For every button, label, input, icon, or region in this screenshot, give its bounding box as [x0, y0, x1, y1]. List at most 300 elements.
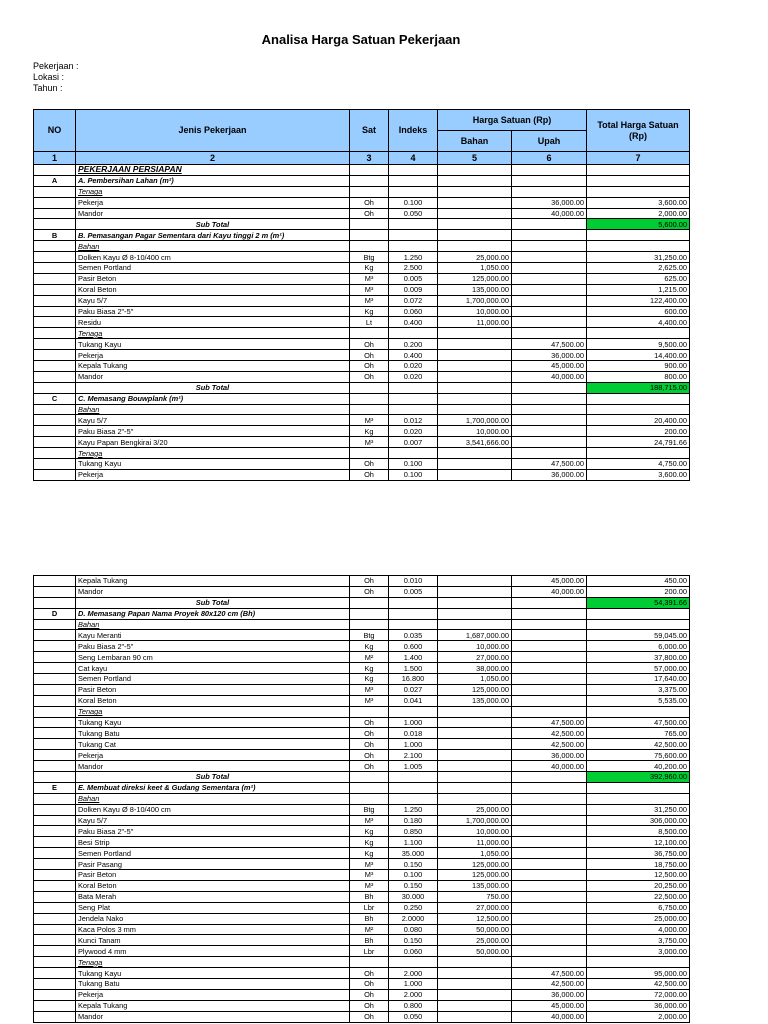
cell-bahan: 27,000.00: [438, 902, 512, 913]
cell-sat: Oh: [350, 761, 389, 772]
cell-sat: Lt: [350, 317, 389, 328]
cell-sat: [350, 957, 389, 968]
cell-indeks: 0.012: [389, 415, 438, 426]
cell-sat: Oh: [350, 469, 389, 480]
cell-sat: [350, 448, 389, 459]
table-row: [34, 586, 690, 597]
cell-sat: Oh: [350, 208, 389, 219]
cell-bahan: [438, 739, 512, 750]
cell-bahan: 50,000.00: [438, 946, 512, 957]
cell-indeks: 0.060: [389, 306, 438, 317]
cell-bahan: 25,000.00: [438, 935, 512, 946]
cell-sat: M³: [350, 870, 389, 881]
table-row: [34, 273, 690, 284]
cell-no: [34, 706, 76, 717]
cell-no: [34, 295, 76, 306]
cell-total: 188,715.00: [587, 382, 690, 393]
cell-indeks: 0.007: [389, 437, 438, 448]
cell-bahan: 1,700,000.00: [438, 295, 512, 306]
cell-total: 36,750.00: [587, 848, 690, 859]
cell-no: [34, 328, 76, 339]
cell-no: [34, 913, 76, 924]
table-row: [34, 924, 690, 935]
cell-bahan: [438, 241, 512, 252]
cell-indeks: [389, 706, 438, 717]
cell-indeks: 0.200: [389, 339, 438, 350]
cell-total: [587, 241, 690, 252]
cell-upah: [512, 913, 587, 924]
table-row: [34, 404, 690, 415]
cell-bahan: 135,000.00: [438, 284, 512, 295]
table-row: [34, 870, 690, 881]
cell-jenis: Dolken Kayu Ø 8-10/400 cm: [76, 804, 350, 815]
table-row: [34, 641, 690, 652]
cell-no: [34, 382, 76, 393]
cell-upah: 40,000.00: [512, 761, 587, 772]
cell-jenis: Kayu 5/7: [76, 415, 350, 426]
table-row: [34, 652, 690, 663]
table-row: [34, 815, 690, 826]
table-row: [34, 989, 690, 1000]
table-row: [34, 630, 690, 641]
table-row: [34, 804, 690, 815]
cell-jenis: Kayu Meranti: [76, 630, 350, 641]
cell-total: 95,000.00: [587, 968, 690, 979]
table-row: [34, 663, 690, 674]
cell-sat: Oh: [350, 968, 389, 979]
cell-no: [34, 252, 76, 263]
cell-bahan: 25,000.00: [438, 804, 512, 815]
cell-jenis: Mandor: [76, 586, 350, 597]
cell-total: 2,625.00: [587, 263, 690, 274]
cell-bahan: 125,000.00: [438, 684, 512, 695]
cell-jenis: Tukang Kayu: [76, 968, 350, 979]
cell-upah: 36,000.00: [512, 350, 587, 361]
cell-sat: [350, 793, 389, 804]
cell-indeks: 0.150: [389, 935, 438, 946]
table-row: [34, 761, 690, 772]
cell-bahan: [438, 772, 512, 783]
cell-no: [34, 165, 76, 176]
table-row: [34, 946, 690, 957]
cell-total: 31,250.00: [587, 252, 690, 263]
cell-indeks: [389, 448, 438, 459]
cell-no: [34, 415, 76, 426]
column-number: 3: [350, 152, 389, 165]
cell-no: [34, 870, 76, 881]
cell-upah: [512, 793, 587, 804]
table-row: [34, 382, 690, 393]
cell-indeks: [389, 782, 438, 793]
cell-no: [34, 652, 76, 663]
cell-jenis: E. Membuat direksi keet & Gudang Sementara (m²): [76, 782, 350, 793]
cell-sat: Kg: [350, 674, 389, 685]
cell-jenis: Pekerja: [76, 197, 350, 208]
cell-total: 2,000.00: [587, 208, 690, 219]
cell-jenis: Semen Portland: [76, 674, 350, 685]
cell-jenis: Kaca Polos 3 mm: [76, 924, 350, 935]
table-row: [34, 957, 690, 968]
cell-bahan: 1,700,000.00: [438, 815, 512, 826]
cell-no: [34, 772, 76, 783]
table-row: [34, 935, 690, 946]
cell-sat: [350, 393, 389, 404]
table-row: [34, 197, 690, 208]
cell-jenis: Tukang Cat: [76, 739, 350, 750]
cell-no: [34, 837, 76, 848]
cell-no: [34, 448, 76, 459]
cell-no: [34, 619, 76, 630]
table-row: [34, 1011, 690, 1022]
cell-total: 3,375.00: [587, 684, 690, 695]
cell-total: 306,000.00: [587, 815, 690, 826]
cell-upah: [512, 597, 587, 608]
cell-no: [34, 284, 76, 295]
cell-bahan: [438, 393, 512, 404]
cell-upah: [512, 674, 587, 685]
cell-jenis: Pasir Beton: [76, 870, 350, 881]
cell-upah: [512, 273, 587, 284]
cell-bahan: [438, 978, 512, 989]
cell-bahan: 10,000.00: [438, 641, 512, 652]
cell-upah: 40,000.00: [512, 586, 587, 597]
table-row: [34, 619, 690, 630]
cell-total: [587, 404, 690, 415]
cell-upah: [512, 437, 587, 448]
cell-total: 31,250.00: [587, 804, 690, 815]
cell-total: 3,600.00: [587, 469, 690, 480]
cell-sat: [350, 175, 389, 186]
table-row: [34, 219, 690, 230]
cell-jenis: Tukang Batu: [76, 728, 350, 739]
cell-sat: Oh: [350, 978, 389, 989]
cell-no: D: [34, 608, 76, 619]
cell-indeks: [389, 957, 438, 968]
table-row: [34, 848, 690, 859]
cell-jenis: Pekerja: [76, 469, 350, 480]
cell-no: [34, 989, 76, 1000]
cell-upah: [512, 263, 587, 274]
cell-jenis: Semen Portland: [76, 263, 350, 274]
cell-sat: M²: [350, 924, 389, 935]
cell-indeks: 0.080: [389, 924, 438, 935]
header-no: NO: [34, 110, 76, 152]
table-row: [34, 437, 690, 448]
cell-indeks: [389, 393, 438, 404]
cell-no: [34, 1011, 76, 1022]
cell-bahan: [438, 750, 512, 761]
table-row: [34, 739, 690, 750]
table-row: [34, 186, 690, 197]
cell-bahan: 11,000.00: [438, 837, 512, 848]
cell-total: 25,000.00: [587, 913, 690, 924]
cell-upah: [512, 891, 587, 902]
cell-jenis: Besi Strip: [76, 837, 350, 848]
cell-sat: Btg: [350, 252, 389, 263]
cell-total: 3,750.00: [587, 935, 690, 946]
cell-sat: Kg: [350, 837, 389, 848]
cell-total: 14,400.00: [587, 350, 690, 361]
table-row: [34, 295, 690, 306]
cell-jenis: Sub Total: [76, 772, 350, 783]
cell-indeks: 1.005: [389, 761, 438, 772]
cell-indeks: 0.150: [389, 880, 438, 891]
cell-upah: [512, 935, 587, 946]
cell-total: 4,000.00: [587, 924, 690, 935]
cell-sat: Oh: [350, 1011, 389, 1022]
cell-bahan: [438, 793, 512, 804]
cell-sat: Oh: [350, 728, 389, 739]
cell-sat: [350, 597, 389, 608]
cell-total: 4,750.00: [587, 459, 690, 470]
cell-sat: Lbr: [350, 946, 389, 957]
table-row: [34, 793, 690, 804]
table-row: [34, 165, 690, 176]
cell-indeks: 1.000: [389, 739, 438, 750]
cell-no: [34, 317, 76, 328]
cell-sat: Oh: [350, 750, 389, 761]
cell-indeks: 1.250: [389, 804, 438, 815]
cell-indeks: [389, 241, 438, 252]
cell-upah: 42,500.00: [512, 739, 587, 750]
cell-sat: [350, 382, 389, 393]
cell-sat: [350, 241, 389, 252]
cell-jenis: C. Memasang Bouwplank (m¹): [76, 393, 350, 404]
cell-jenis: Dolken Kayu Ø 8-10/400 cm: [76, 252, 350, 263]
cell-upah: 36,000.00: [512, 469, 587, 480]
cell-bahan: [438, 706, 512, 717]
cell-bahan: [438, 328, 512, 339]
cell-sat: Kg: [350, 663, 389, 674]
cell-sat: Oh: [350, 197, 389, 208]
table-row: [34, 328, 690, 339]
cell-upah: [512, 415, 587, 426]
cell-sat: Oh: [350, 739, 389, 750]
cell-bahan: [438, 608, 512, 619]
cell-no: B: [34, 230, 76, 241]
cell-total: 22,500.00: [587, 891, 690, 902]
cell-bahan: 38,000.00: [438, 663, 512, 674]
cell-jenis: Kayu 5/7: [76, 815, 350, 826]
table-row: [34, 978, 690, 989]
cell-jenis: Koral Beton: [76, 284, 350, 295]
cell-upah: [512, 404, 587, 415]
cell-bahan: [438, 197, 512, 208]
cell-jenis: Kepala Tukang: [76, 576, 350, 587]
table-row: [34, 306, 690, 317]
cell-bahan: [438, 404, 512, 415]
cell-no: [34, 750, 76, 761]
cell-bahan: [438, 586, 512, 597]
cell-bahan: [438, 1000, 512, 1011]
cell-upah: [512, 448, 587, 459]
cell-indeks: 0.060: [389, 946, 438, 957]
table-row: [34, 230, 690, 241]
cell-jenis: Pasir Beton: [76, 684, 350, 695]
table-row: [34, 695, 690, 706]
cell-no: [34, 469, 76, 480]
cell-sat: Bh: [350, 935, 389, 946]
cell-upah: [512, 608, 587, 619]
cell-total: 6,750.00: [587, 902, 690, 913]
cell-bahan: [438, 717, 512, 728]
column-number: 1: [34, 152, 76, 165]
cell-jenis: Tukang Kayu: [76, 459, 350, 470]
cell-upah: [512, 219, 587, 230]
cell-upah: [512, 252, 587, 263]
cell-indeks: [389, 619, 438, 630]
cell-sat: M²: [350, 652, 389, 663]
cell-jenis: Residu: [76, 317, 350, 328]
cell-sat: [350, 165, 389, 176]
cell-total: [587, 186, 690, 197]
cell-sat: Oh: [350, 459, 389, 470]
header-sat: Sat: [350, 110, 389, 152]
header-indeks: Indeks: [389, 110, 438, 152]
table-row: [34, 469, 690, 480]
cell-upah: [512, 186, 587, 197]
cell-jenis: Tenaga: [76, 448, 350, 459]
cell-indeks: [389, 219, 438, 230]
cell-upah: 40,000.00: [512, 208, 587, 219]
cell-no: [34, 1000, 76, 1011]
cell-total: 72,000.00: [587, 989, 690, 1000]
cell-upah: [512, 284, 587, 295]
table-row: [34, 252, 690, 263]
cell-bahan: 10,000.00: [438, 306, 512, 317]
cell-no: C: [34, 393, 76, 404]
table-row: [34, 902, 690, 913]
table-row: [34, 880, 690, 891]
cell-sat: Oh: [350, 371, 389, 382]
cell-no: [34, 935, 76, 946]
cell-upah: [512, 870, 587, 881]
cell-bahan: [438, 957, 512, 968]
cell-upah: [512, 619, 587, 630]
table-row: [34, 826, 690, 837]
cell-no: [34, 674, 76, 685]
column-number: 2: [76, 152, 350, 165]
analysis-table-2: [33, 575, 690, 1023]
table-row: [34, 674, 690, 685]
cell-bahan: [438, 459, 512, 470]
cell-no: [34, 350, 76, 361]
cell-upah: 45,000.00: [512, 361, 587, 372]
cell-bahan: [438, 597, 512, 608]
table-row: [34, 371, 690, 382]
cell-jenis: Cat kayu: [76, 663, 350, 674]
cell-indeks: [389, 230, 438, 241]
cell-upah: 42,500.00: [512, 978, 587, 989]
cell-sat: M³: [350, 684, 389, 695]
cell-no: [34, 641, 76, 652]
cell-upah: 47,500.00: [512, 339, 587, 350]
cell-total: 122,400.00: [587, 295, 690, 306]
cell-jenis: Tenaga: [76, 706, 350, 717]
cell-bahan: [438, 219, 512, 230]
cell-indeks: 0.400: [389, 350, 438, 361]
cell-sat: [350, 219, 389, 230]
cell-jenis: Tenaga: [76, 957, 350, 968]
cell-total: 765.00: [587, 728, 690, 739]
table-row: [34, 339, 690, 350]
cell-upah: [512, 241, 587, 252]
cell-upah: [512, 706, 587, 717]
table-row: [34, 968, 690, 979]
cell-jenis: Koral Beton: [76, 695, 350, 706]
cell-indeks: 1.500: [389, 663, 438, 674]
cell-bahan: [438, 371, 512, 382]
cell-jenis: Mandor: [76, 1011, 350, 1022]
cell-jenis: Paku Biasa 2"-5": [76, 641, 350, 652]
table-row: [34, 459, 690, 470]
cell-sat: [350, 230, 389, 241]
cell-total: 800.00: [587, 371, 690, 382]
cell-no: [34, 717, 76, 728]
cell-jenis: Bahan: [76, 793, 350, 804]
header-bahan: Bahan: [438, 131, 512, 152]
cell-no: [34, 957, 76, 968]
cell-total: [587, 619, 690, 630]
cell-sat: Kg: [350, 848, 389, 859]
cell-upah: 36,000.00: [512, 989, 587, 1000]
table-row: [34, 361, 690, 372]
cell-total: 12,100.00: [587, 837, 690, 848]
cell-total: 900.00: [587, 361, 690, 372]
cell-sat: Kg: [350, 826, 389, 837]
cell-no: [34, 273, 76, 284]
cell-indeks: 0.250: [389, 902, 438, 913]
meta-pekerjaan: Pekerjaan :: [33, 61, 79, 71]
cell-upah: [512, 695, 587, 706]
cell-no: [34, 586, 76, 597]
cell-sat: Bh: [350, 913, 389, 924]
cell-upah: 45,000.00: [512, 1000, 587, 1011]
cell-total: 5,600.00: [587, 219, 690, 230]
cell-jenis: D. Memasang Papan Nama Proyek 80x120 cm (Bh): [76, 608, 350, 619]
cell-upah: [512, 946, 587, 957]
table-row: [34, 859, 690, 870]
cell-indeks: 0.100: [389, 469, 438, 480]
table-row: [34, 750, 690, 761]
cell-total: 5,535.00: [587, 695, 690, 706]
cell-total: [587, 957, 690, 968]
cell-jenis: Jendela Nako: [76, 913, 350, 924]
cell-total: [587, 230, 690, 241]
cell-bahan: [438, 619, 512, 630]
cell-upah: [512, 328, 587, 339]
cell-indeks: [389, 608, 438, 619]
cell-upah: [512, 317, 587, 328]
cell-upah: 47,500.00: [512, 968, 587, 979]
cell-no: [34, 241, 76, 252]
table-row: [34, 350, 690, 361]
cell-total: 6,000.00: [587, 641, 690, 652]
cell-upah: [512, 826, 587, 837]
cell-indeks: [389, 186, 438, 197]
cell-total: 1,215.00: [587, 284, 690, 295]
cell-total: [587, 448, 690, 459]
cell-total: 2,000.00: [587, 1011, 690, 1022]
cell-sat: [350, 328, 389, 339]
cell-upah: [512, 382, 587, 393]
cell-indeks: 0.020: [389, 371, 438, 382]
cell-bahan: [438, 469, 512, 480]
cell-jenis: Seng Plat: [76, 902, 350, 913]
cell-indeks: 2.100: [389, 750, 438, 761]
cell-no: [34, 576, 76, 587]
cell-indeks: [389, 597, 438, 608]
